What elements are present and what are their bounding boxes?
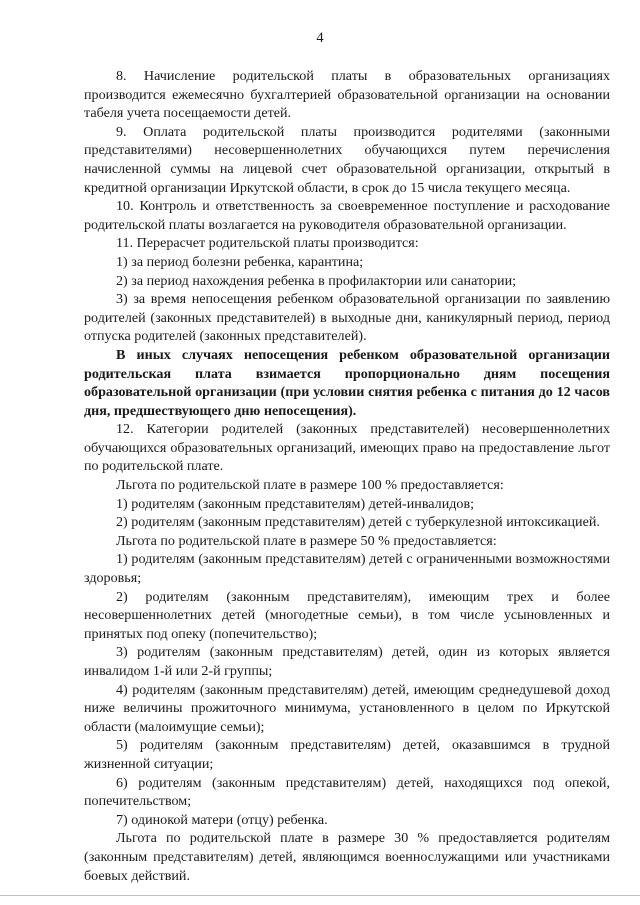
benefit-50-item-5: 5) родителям (законным представителям) детей, оказавшимся в трудной жизненной ситуации; xyxy=(84,737,610,772)
paragraph-10-control: 10. Контроль и ответственность за своевременное поступление и расходование родительской платы возлагается на руководителя образовательной организации. xyxy=(84,198,610,233)
page-number: 4 xyxy=(316,30,324,46)
benefit-50-item-1: 1) родителям (законным представителям) детей с ограниченными возможностями здоровья; xyxy=(84,551,610,587)
benefit-100-item-1: 1) родителям (законным представителям) детей-инвалидов; xyxy=(116,495,475,512)
benefit-100-heading: Льгота по родительской плате в размере 100 % предоставляется: xyxy=(116,477,504,494)
document-body xyxy=(84,67,610,885)
recalculation-item-2: 2) за период нахождения ребенка в профилактории или санатории; xyxy=(116,272,517,289)
recalculation-item-3: 3) за время непосещения ребенком образовательной организации по заявлению родителей (законных представителей) в выходные дни, каникулярный период, период отпуска родителей (законных представителей). xyxy=(84,291,610,345)
benefit-100-item-2: 2) родителям (законным представителям) детей с туберкулезной интоксикацией. xyxy=(116,514,600,531)
benefit-50-item-7: 7) одинокой матери (отцу) ребенка. xyxy=(116,811,328,828)
recalculation-item-1: 1) за период болезни ребенка, карантина; xyxy=(116,253,364,270)
paragraph-12-categories: 12. Категории родителей (законных представителей) несовершеннолетних обучающихся образовательных организаций, имеющих право на предоставление льгот по родительской плате. xyxy=(84,421,610,475)
benefit-50-item-4: 4) родителям (законным представителям) детей, имеющим среднедушевой доход ниже величины прожиточного минимума, установленного в целом по Иркутской области (малоимущие семьи); xyxy=(84,681,610,735)
scan-edge-line xyxy=(0,895,640,896)
paragraph-11-recalculation: 11. Перерасчет родительской платы производится: xyxy=(116,235,419,252)
benefit-50-item-6: 6) родителям (законным представителям) детей, находящихся под опекой, попечительством; xyxy=(84,774,610,810)
benefit-30-paragraph: Льгота по родительской плате в размере 30 % предоставляется родителям (законным представителям) детей, являющимся военнослужащими или участниками боевых действий. xyxy=(84,830,610,884)
benefit-50-heading: Льгота по родительской плате в размере 50 % предоставляется: xyxy=(116,532,497,549)
paragraph-other-cases: В иных случаях непосещения ребенком образовательной организации родительская плата взимается пропорционально дням посещения образовательной организации (при условии снятия ребенка с питания до 12 часов дня, предшествующего дню непосещения). xyxy=(84,346,610,419)
paragraph-8-billing: 8. Начисление родительской платы в образовательных организациях производится ежемесячно бухгалтерией образовательной организации на основании табеля учета посещаемости детей. xyxy=(84,68,610,122)
benefit-50-item-3: 3) родителям (законным представителям) детей, один из которых является инвалидом 1-й или 2-й группы; xyxy=(84,644,610,679)
paragraph-9-payment: 9. Оплата родительской платы производится родителями (законными представителями) несовершеннолетних обучающихся путем перечисления начисленной суммы на лицевой счет образовательной организации, открытый в кредитной организации Иркутской области, в срок до 15 числа текущего месяца. xyxy=(84,123,610,196)
benefit-50-item-2: 2) родителям (законным представителям), имеющим трех и более несовершеннолетних детей (многодетные семьи), в том числе усыновленных и принятых под опеку (попечительство); xyxy=(84,588,610,642)
